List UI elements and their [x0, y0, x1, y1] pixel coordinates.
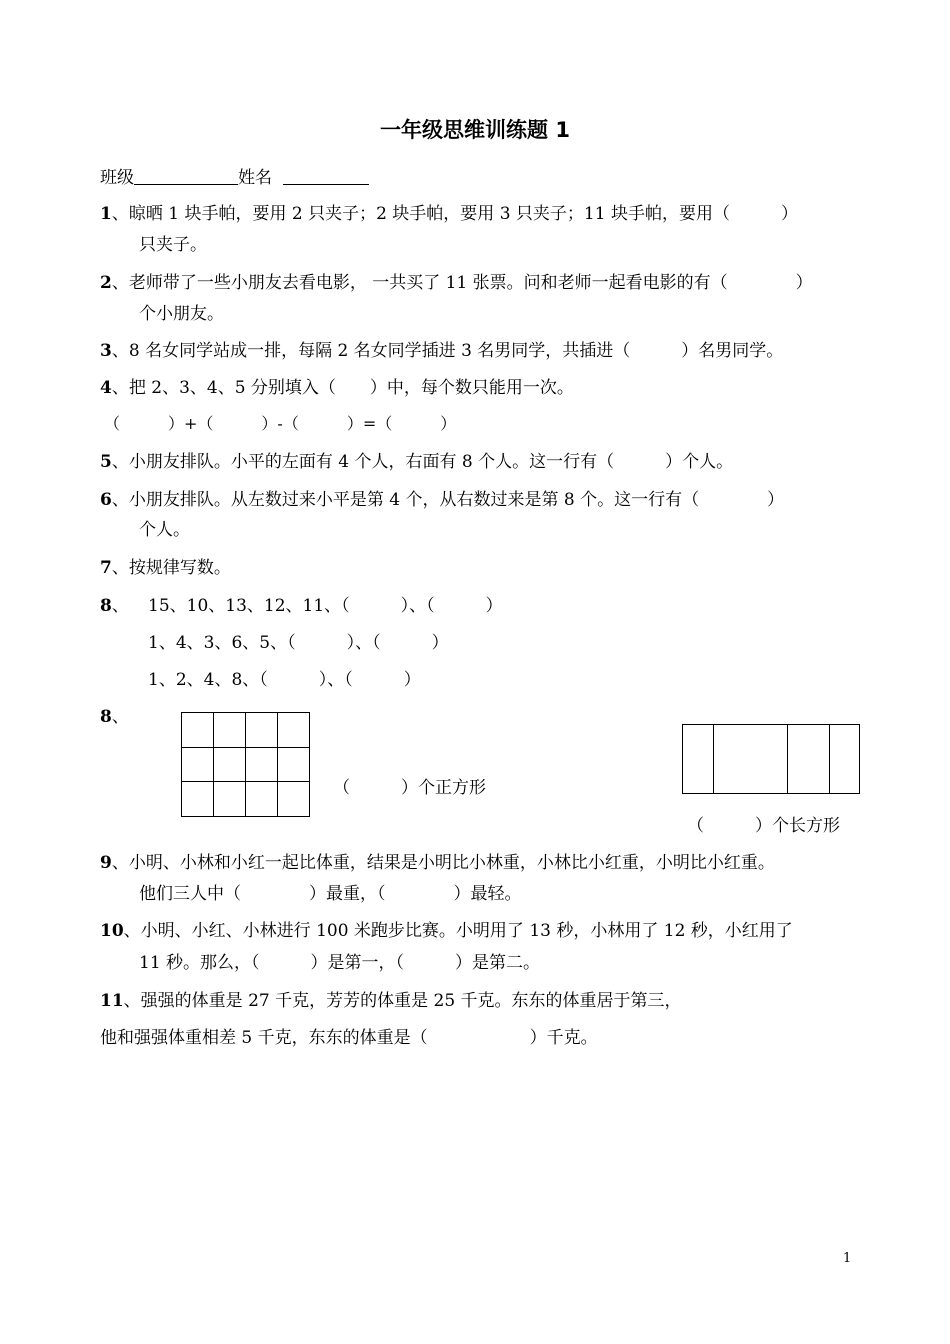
question-1 [100, 203, 798, 225]
student-info-row [100, 166, 369, 189]
question-text: 、小明、小林和小红一起比体重，结果是小明比小林重，小林比小红重，小明比小红重。 [111, 853, 775, 873]
question-8b [100, 706, 129, 728]
question-11 [100, 990, 682, 1012]
question-number: 8 [100, 596, 112, 616]
question-number: 1 [100, 204, 112, 224]
question-11-cont: 他和强强体重相差 5 千克，东东的体重是（ ）千克。 [100, 1028, 598, 1048]
page-title: 一年级思维训练题 1 [380, 118, 570, 142]
page-number: 1 [843, 1251, 852, 1266]
class-blank[interactable] [134, 166, 238, 185]
question-5 [100, 451, 733, 473]
rectangles-answer: （ ）个长方形 [687, 816, 840, 836]
sequence-row-2: 1、4、3、6、5、（ ）、（ ） [148, 633, 449, 653]
question-number: 4 [100, 378, 112, 398]
question-7 [100, 557, 231, 579]
name-blank[interactable] [283, 166, 369, 185]
question-text: 、小朋友排队。从左数过来小平是第 4 个，从右数过来是第 8 个。这一行有（ ） [111, 490, 785, 510]
question-2 [100, 272, 813, 294]
question-9 [100, 852, 775, 874]
sequence-row-1: 15、10、13、12、11、（ ）、（ ） [148, 596, 503, 616]
question-number: 9 [100, 853, 112, 873]
question-number: 11 [100, 991, 124, 1011]
question-text: 、按规律写数。 [111, 558, 231, 578]
question-number: 5 [100, 452, 112, 472]
square-grid-figure [181, 712, 310, 817]
question-6 [100, 489, 784, 511]
question-4-equation: （ ）+（ ）-（ ）=（ ） [104, 414, 457, 433]
separator: 、 [111, 707, 129, 727]
rectangle-strip-figure [682, 724, 860, 794]
separator: 、 [111, 596, 129, 616]
question-3 [100, 340, 783, 362]
question-10 [100, 920, 793, 942]
question-text: 、老师带了一些小朋友去看电影， 一共买了 11 张票。问和老师一起看电影的有（ ） [111, 273, 813, 293]
question-6-cont: 个人。 [139, 520, 190, 540]
class-label: 班级 [100, 168, 134, 188]
question-2-cont: 个小朋友。 [139, 304, 224, 324]
question-number: 8 [100, 707, 112, 727]
question-text: 、把 2、3、4、5 分别填入（ ）中，每个数只能用一次。 [111, 378, 574, 398]
sequence-row-3: 1、2、4、8、（ ）、（ ） [148, 670, 421, 690]
squares-answer: （ ）个正方形 [333, 778, 486, 798]
question-number: 6 [100, 490, 112, 510]
question-9-cont: 他们三人中（ ）最重，（ ）最轻。 [139, 884, 522, 904]
question-8a [100, 595, 129, 617]
question-4 [100, 377, 574, 399]
name-label: 姓名 [238, 168, 272, 188]
question-1-cont: 只夹子。 [139, 235, 207, 255]
question-10-cont: 11 秒。那么，（ ）是第一，（ ）是第二。 [139, 953, 541, 973]
question-text: 、小明、小红、小林进行 100 米跑步比赛。小明用了 13 秒，小林用了 12 秒，小红用了 [123, 921, 793, 941]
question-text: 、强强的体重是 27 千克，芳芳的体重是 25 千克。东东的体重居于第三， [123, 991, 682, 1011]
question-text: 、晾晒 1 块手帕，要用 2 只夹子；2 块手帕，要用 3 只夹子；11 块手帕，要用（ ） [111, 204, 798, 224]
question-text: 、8 名女同学站成一排，每隔 2 名女同学插进 3 名男同学，共插进（ ）名男同学。 [111, 341, 784, 361]
question-number: 3 [100, 341, 112, 361]
question-number: 2 [100, 273, 112, 293]
question-number: 10 [100, 921, 124, 941]
question-text: 、小朋友排队。小平的左面有 4 个人，右面有 8 个人。这一行有（ ）个人。 [111, 452, 734, 472]
question-number: 7 [100, 558, 112, 578]
